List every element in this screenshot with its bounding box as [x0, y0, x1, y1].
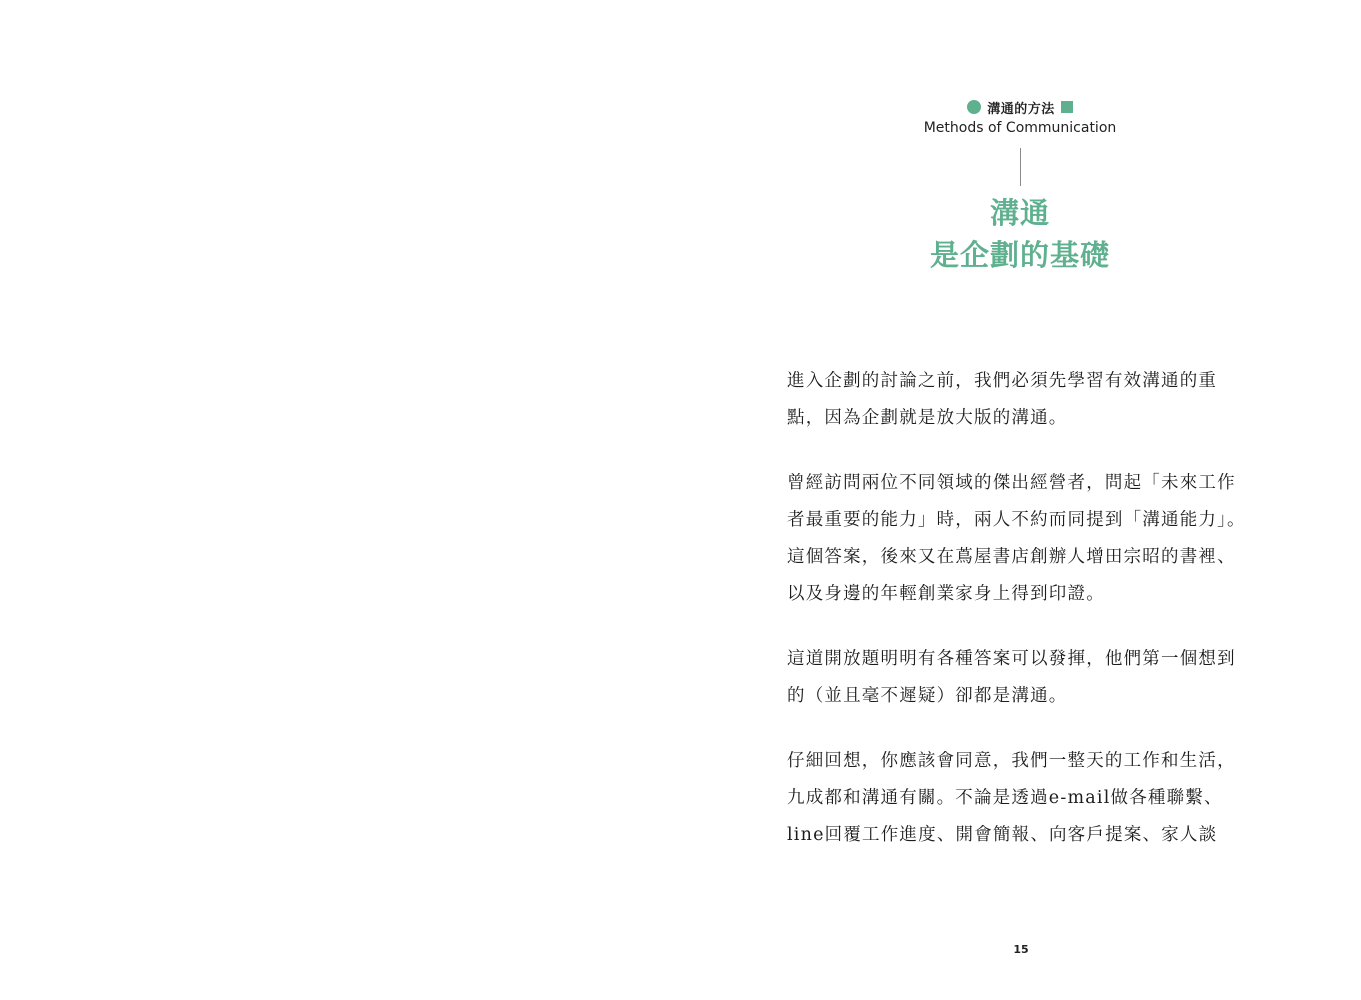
vertical-divider — [1020, 148, 1021, 186]
chapter-title-line-2: 是企劃的基礎 — [929, 238, 1110, 272]
section-label — [880, 96, 1160, 118]
text-line: 點，因為企劃就是放大版的溝通。 — [787, 408, 1068, 428]
text-line: 這道開放題明明有各種答案可以發揮，他們第一個想到 — [787, 649, 1236, 669]
text-line: 仔細回想，你應該會同意，我們一整天的工作和生活， — [787, 751, 1236, 771]
section-title: 溝通的方法 — [987, 101, 1055, 117]
paragraph-4 — [787, 743, 1261, 854]
text-line: line回覆工作進度、開會簡報、向客戶提案、家人談 — [787, 825, 1218, 845]
text-line: 者最重要的能力」時，兩人不約而同提到「溝通能力」。 — [787, 510, 1246, 530]
paragraph-3 — [787, 641, 1261, 715]
square-marker-icon — [1061, 101, 1073, 113]
text-line: 這個答案，後來又在蔦屋書店創辦人增田宗昭的書裡、 — [787, 547, 1236, 567]
chapter-header — [880, 96, 1160, 276]
chapter-title-line-1: 溝通 — [989, 196, 1050, 230]
text-line: 九成都和溝通有關。不論是透過e-mail做各種聯繫、 — [787, 788, 1223, 808]
body-text — [787, 363, 1261, 882]
text-line: 以及身邊的年輕創業家身上得到印證。 — [787, 584, 1105, 604]
paragraph-2 — [787, 465, 1261, 613]
section-subtitle: Methods of Communication — [923, 120, 1117, 136]
page-number: 15 — [1013, 943, 1029, 956]
chapter-title — [880, 192, 1160, 276]
text-line: 進入企劃的討論之前，我們必須先學習有效溝通的重 — [787, 371, 1218, 391]
paragraph-1 — [787, 363, 1261, 437]
text-line: 曾經訪問兩位不同領域的傑出經營者，問起「未來工作 — [787, 473, 1236, 493]
text-line: 的（並且毫不遲疑）卻都是溝通。 — [787, 686, 1068, 706]
circle-marker-icon — [967, 100, 981, 114]
